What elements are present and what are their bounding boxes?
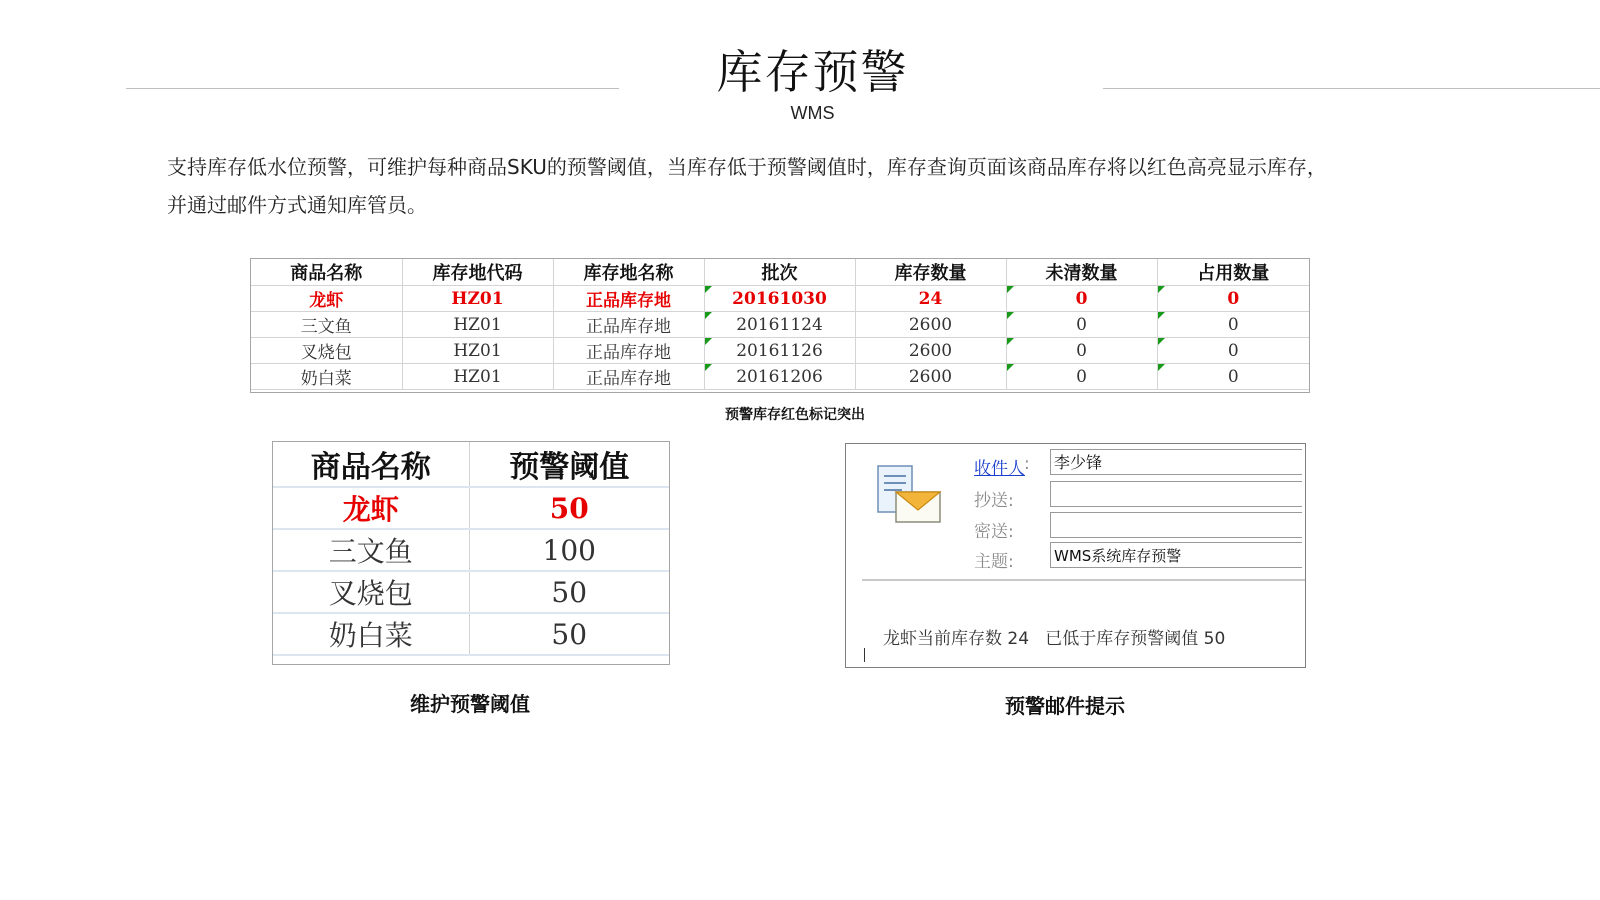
cell-name: 三文鱼 [273, 529, 469, 571]
cell-name: 叉烧包 [273, 571, 469, 613]
cell-name: 叉烧包 [251, 338, 402, 364]
bcc-field[interactable] [1050, 512, 1302, 538]
cell-open-quantity: 0 [1006, 286, 1157, 312]
cell-name: 奶白菜 [251, 364, 402, 390]
cell-batch: 20161206 [704, 364, 855, 390]
col-header-location-code: 库存地代码 [402, 259, 553, 286]
table-row-alert [251, 286, 1309, 312]
cell-name: 三文鱼 [251, 312, 402, 338]
inventory-table [250, 258, 1310, 393]
cell-location-code: HZ01 [402, 312, 553, 338]
to-label[interactable]: 收件人 [974, 459, 1025, 479]
cc-label: 抄送: [974, 491, 1014, 511]
col-header-threshold: 预警阈值 [469, 442, 669, 487]
cell-quantity: 2600 [855, 312, 1006, 338]
cell-batch: 20161124 [704, 312, 855, 338]
email-body[interactable]: 龙虾当前库存数 24 已低于库存预警阈值 50 [883, 629, 1226, 649]
cell-marker-icon [1158, 364, 1165, 371]
cc-field[interactable] [1050, 481, 1302, 507]
email-caption: 预警邮件提示 [1005, 694, 1125, 718]
cell-marker-icon [1007, 364, 1014, 371]
col-header-quantity: 库存数量 [855, 259, 1006, 286]
cell-open-quantity: 0 [1006, 338, 1157, 364]
cell-reserved-quantity: 0 [1157, 338, 1309, 364]
subject-label: 主题: [974, 552, 1014, 572]
description-line-2: 并通过邮件方式通知库管员。 [167, 193, 427, 217]
cell-marker-icon [705, 364, 712, 371]
cell-open-quantity: 0 [1006, 312, 1157, 338]
table-row [273, 613, 669, 655]
cell-location-code: HZ01 [402, 286, 553, 312]
cell-marker-icon [705, 312, 712, 319]
cell-marker-icon [1007, 286, 1014, 293]
col-header-location-name: 库存地名称 [553, 259, 704, 286]
table-row-alert [273, 487, 669, 529]
cell-reserved-quantity: 0 [1157, 286, 1309, 312]
page-subtitle: WMS [790, 103, 835, 123]
cell-location-name: 正品库存地 [553, 286, 704, 312]
cell-marker-icon [1007, 338, 1014, 345]
header-rule-right [1103, 88, 1600, 89]
table-row [273, 571, 669, 613]
cell-threshold: 100 [469, 529, 669, 571]
bcc-label: 密送: [974, 522, 1014, 542]
cell-reserved-quantity: 0 [1157, 364, 1309, 390]
header-rule-left [126, 88, 619, 89]
cell-threshold: 50 [469, 487, 669, 529]
cell-quantity: 2600 [855, 364, 1006, 390]
threshold-caption: 维护预警阈值 [410, 692, 530, 716]
inventory-header-row [251, 259, 1309, 286]
cell-name: 龙虾 [273, 487, 469, 529]
cell-batch: 20161126 [704, 338, 855, 364]
cell-reserved-quantity: 0 [1157, 312, 1309, 338]
table-row [251, 364, 1309, 390]
table-row [251, 338, 1309, 364]
cell-marker-icon [705, 338, 712, 345]
subject-field[interactable]: WMS系统库存预警 [1050, 542, 1302, 568]
cell-quantity: 2600 [855, 338, 1006, 364]
cell-marker-icon [1158, 286, 1165, 293]
email-divider [862, 579, 1305, 581]
col-header-open-quantity: 未清数量 [1006, 259, 1157, 286]
cell-marker-icon [705, 286, 712, 293]
table-row [251, 312, 1309, 338]
description-line-1: 支持库存低水位预警，可维护每种商品SKU的预警阈值，当库存低于预警阈值时，库存查询页面该商品库存将以红色高亮显示库存， [167, 155, 1327, 179]
col-header-batch: 批次 [704, 259, 855, 286]
threshold-header-row [273, 442, 669, 487]
cell-name: 龙虾 [251, 286, 402, 312]
cell-marker-icon [1158, 312, 1165, 319]
page-title: 库存预警 [716, 45, 909, 99]
cell-threshold: 50 [469, 571, 669, 613]
to-field[interactable]: 李少锋 [1050, 449, 1302, 475]
description [167, 148, 1467, 224]
col-header-name: 商品名称 [273, 442, 469, 487]
envelope-icon [874, 464, 944, 528]
cell-marker-icon [1158, 338, 1165, 345]
cell-location-name: 正品库存地 [553, 364, 704, 390]
threshold-table [272, 441, 670, 665]
inventory-caption: 预警库存红色标记突出 [725, 407, 865, 423]
to-label-colon: : [1024, 454, 1030, 474]
cell-marker-icon [1007, 312, 1014, 319]
cell-location-code: HZ01 [402, 338, 553, 364]
table-row [273, 529, 669, 571]
cell-batch: 20161030 [704, 286, 855, 312]
cell-location-code: HZ01 [402, 364, 553, 390]
cell-name: 奶白菜 [273, 613, 469, 655]
cell-threshold: 50 [469, 613, 669, 655]
cell-location-name: 正品库存地 [553, 312, 704, 338]
col-header-name: 商品名称 [251, 259, 402, 286]
cell-quantity: 24 [855, 286, 1006, 312]
col-header-reserved-quantity: 占用数量 [1157, 259, 1309, 286]
cell-open-quantity: 0 [1006, 364, 1157, 390]
cell-location-name: 正品库存地 [553, 338, 704, 364]
text-caret [864, 648, 865, 662]
email-preview [845, 443, 1306, 668]
